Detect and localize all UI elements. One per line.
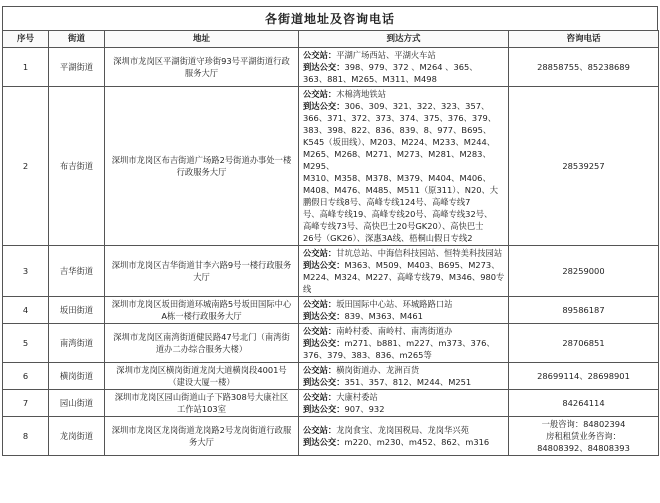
bus-lines-line bbox=[303, 148, 505, 172]
route-info bbox=[299, 87, 509, 246]
bus-lines-line bbox=[303, 172, 505, 184]
bus-station-line bbox=[303, 424, 505, 436]
bus-lines-value: M224、M324、M227、高峰专线79、M346、980专 bbox=[303, 272, 505, 282]
bus-station-label: 公交站： bbox=[303, 299, 337, 309]
table-row bbox=[3, 48, 659, 87]
bus-lines-value: 306、309、321、322、323、357、 bbox=[344, 101, 490, 111]
bus-lines-value: m220、m230、m452、862、m316 bbox=[344, 437, 490, 447]
bus-station-line bbox=[303, 247, 505, 259]
street-address: 深圳市龙岗区平湖街道守珍街93号平湖街道行政服务大厅 bbox=[105, 48, 299, 87]
header-route: 到达方式 bbox=[299, 31, 509, 48]
phone-line: 一般咨询：84802394 bbox=[541, 419, 626, 429]
bus-station-value: 横岗街道办、龙洲百货 bbox=[336, 365, 420, 375]
table-row bbox=[3, 390, 659, 417]
street-address: 深圳市龙岗区坂田街道环城南路5号坂田国际中心A栋一楼行政服务大厅 bbox=[105, 297, 299, 324]
bus-station-label: 公交站： bbox=[303, 50, 337, 60]
bus-lines-value: 363、881、M265、M311、M498 bbox=[303, 74, 437, 84]
row-number: 6 bbox=[3, 363, 49, 390]
bus-station-line bbox=[303, 88, 505, 100]
bus-lines-value: 366、371、372、373、374、375、376、379、 bbox=[303, 113, 497, 123]
street-address: 深圳市龙岗区南湾街道健民路47号北门（南湾街道办二办综合服务大楼） bbox=[105, 324, 299, 363]
bus-lines-line bbox=[303, 310, 505, 322]
bus-station-value: 平湖广场西站、平湖火车站 bbox=[336, 50, 436, 60]
street-name: 龙岗街道 bbox=[49, 417, 105, 456]
route-info bbox=[299, 246, 509, 297]
phone-line: 84264114 bbox=[562, 398, 605, 408]
row-number: 3 bbox=[3, 246, 49, 297]
bus-lines-label: 到达公交： bbox=[303, 311, 345, 321]
bus-lines-line bbox=[303, 220, 505, 232]
route-info bbox=[299, 363, 509, 390]
bus-lines-label: 到达公交： bbox=[303, 437, 345, 447]
table-row bbox=[3, 297, 659, 324]
route-info bbox=[299, 48, 509, 87]
route-info bbox=[299, 390, 509, 417]
bus-lines-value: 376、379、383、836、m265等 bbox=[303, 350, 432, 360]
phone-line: 28699114、28698901 bbox=[537, 371, 630, 381]
street-name: 坂田街道 bbox=[49, 297, 105, 324]
bus-lines-value: m271、b881、m227、m373、376、 bbox=[344, 338, 495, 348]
table-header-row bbox=[3, 31, 659, 48]
phone-number bbox=[509, 363, 659, 390]
bus-lines-line bbox=[303, 136, 505, 148]
bus-lines-line bbox=[303, 403, 505, 415]
route-info bbox=[299, 324, 509, 363]
bus-station-label: 公交站： bbox=[303, 425, 337, 435]
table-row bbox=[3, 363, 659, 390]
row-number: 5 bbox=[3, 324, 49, 363]
phone-number bbox=[509, 417, 659, 456]
bus-station-value: 南岭村委、南岭村、南湾街道办 bbox=[336, 326, 453, 336]
bus-station-line bbox=[303, 325, 505, 337]
street-name: 吉华街道 bbox=[49, 246, 105, 297]
phone-number bbox=[509, 246, 659, 297]
bus-lines-value: 383、398、822、836、839、8、977、B695、 bbox=[303, 125, 492, 135]
bus-station-value: 木棉湾地铁站 bbox=[336, 89, 386, 99]
bus-lines-value: 839、M363、M461 bbox=[344, 311, 423, 321]
bus-lines-value: M408、M476、M485、M511（原311）、N20、大 bbox=[303, 185, 499, 195]
bus-lines-label: 到达公交： bbox=[303, 338, 345, 348]
street-name: 平湖街道 bbox=[49, 48, 105, 87]
phone-number bbox=[509, 297, 659, 324]
bus-station-line bbox=[303, 391, 505, 403]
bus-lines-line bbox=[303, 196, 505, 208]
bus-lines-line bbox=[303, 232, 505, 244]
bus-lines-line bbox=[303, 208, 505, 220]
bus-lines-label: 到达公交： bbox=[303, 377, 345, 387]
street-address: 深圳市龙岗区横岗街道龙岗大道横岗段4001号（建设大厦一楼） bbox=[105, 363, 299, 390]
bus-station-label: 公交站： bbox=[303, 365, 337, 375]
bus-lines-line bbox=[303, 376, 505, 388]
bus-station-label: 公交站： bbox=[303, 326, 337, 336]
phone-number bbox=[509, 48, 659, 87]
street-address: 深圳市龙岗区布吉街道广场路2号街道办事处一楼行政服务大厅 bbox=[105, 87, 299, 246]
phone-line: 84808392、84808393 bbox=[537, 443, 630, 453]
bus-lines-line bbox=[303, 259, 505, 271]
phone-line: 28706851 bbox=[562, 338, 605, 348]
header-address: 地址 bbox=[105, 31, 299, 48]
bus-station-label: 公交站： bbox=[303, 248, 337, 258]
bus-lines-line bbox=[303, 184, 505, 196]
table-row bbox=[3, 87, 659, 246]
bus-lines-line bbox=[303, 349, 505, 361]
row-number: 8 bbox=[3, 417, 49, 456]
bus-station-value: 坂田国际中心站、环城路路口站 bbox=[336, 299, 453, 309]
bus-lines-line bbox=[303, 124, 505, 136]
table-row bbox=[3, 324, 659, 363]
bus-lines-value: M310、M358、M378、M379、M404、M406、 bbox=[303, 173, 491, 183]
bus-station-line bbox=[303, 49, 505, 61]
bus-lines-label: 到达公交： bbox=[303, 260, 345, 270]
bus-lines-line bbox=[303, 100, 505, 112]
table-row bbox=[3, 246, 659, 297]
row-number: 4 bbox=[3, 297, 49, 324]
bus-lines-value: 号、高峰专线19、高峰专线20号、高峰专线32号、 bbox=[303, 209, 493, 219]
phone-line: 28858755、85238689 bbox=[537, 62, 630, 72]
bus-lines-value: K545（坂田线）、M203、M224、M233、M244、 bbox=[303, 137, 496, 147]
phone-line: 89586187 bbox=[562, 305, 605, 315]
bus-station-value: 甘坑总站、中海信科技园站、恒特美科技园站 bbox=[336, 248, 503, 258]
document-title: 各街道地址及咨询电话 bbox=[2, 6, 658, 30]
bus-station-line bbox=[303, 364, 505, 376]
bus-lines-value: 线 bbox=[303, 284, 312, 294]
row-number: 2 bbox=[3, 87, 49, 246]
table-row bbox=[3, 417, 659, 456]
bus-lines-value: M363、M509、M403、B695、M273、 bbox=[344, 260, 500, 270]
phone-line: 28539257 bbox=[562, 161, 605, 171]
header-no: 序号 bbox=[3, 31, 49, 48]
bus-lines-line bbox=[303, 271, 505, 283]
street-address: 深圳市龙岗区龙岗街道龙岗路2号龙岗街道行政服务大厅 bbox=[105, 417, 299, 456]
phone-number bbox=[509, 390, 659, 417]
row-number: 7 bbox=[3, 390, 49, 417]
bus-lines-label: 到达公交： bbox=[303, 101, 345, 111]
bus-lines-line bbox=[303, 112, 505, 124]
street-name: 园山街道 bbox=[49, 390, 105, 417]
bus-lines-label: 到达公交： bbox=[303, 62, 345, 72]
header-street: 街道 bbox=[49, 31, 105, 48]
street-address: 深圳市龙岗区吉华街道甘李六路9号一楼行政服务大厅 bbox=[105, 246, 299, 297]
bus-lines-line bbox=[303, 337, 505, 349]
bus-station-label: 公交站： bbox=[303, 392, 337, 402]
bus-lines-value: M265、M268、M271、M273、M281、M283、M295、 bbox=[303, 149, 491, 171]
bus-station-value: 龙岗食宝、龙岗国税局、龙岗华兴苑 bbox=[336, 425, 469, 435]
bus-lines-line bbox=[303, 283, 505, 295]
bus-lines-label: 到达公交： bbox=[303, 404, 345, 414]
street-office-table bbox=[2, 30, 659, 456]
phone-line: 28259000 bbox=[562, 266, 605, 276]
phone-line: 房租租赁业务咨询： bbox=[546, 431, 621, 441]
street-name: 横岗街道 bbox=[49, 363, 105, 390]
bus-lines-line bbox=[303, 61, 505, 73]
bus-lines-value: 398、979、372 、M264 、365、 bbox=[344, 62, 478, 72]
street-name: 南湾街道 bbox=[49, 324, 105, 363]
bus-station-label: 公交站： bbox=[303, 89, 337, 99]
bus-lines-value: 高峰专线73号、高快巴士20号GK20）、高快巴士 bbox=[303, 221, 484, 231]
header-phone: 咨询电话 bbox=[509, 31, 659, 48]
bus-lines-line bbox=[303, 436, 505, 448]
bus-station-value: 大康村委站 bbox=[336, 392, 378, 402]
phone-number bbox=[509, 324, 659, 363]
phone-number bbox=[509, 87, 659, 246]
route-info bbox=[299, 417, 509, 456]
street-name: 布吉街道 bbox=[49, 87, 105, 246]
bus-lines-line bbox=[303, 73, 505, 85]
route-info bbox=[299, 297, 509, 324]
bus-lines-value: 351、357、812、M244、M251 bbox=[344, 377, 472, 387]
bus-lines-value: 907、932 bbox=[344, 404, 385, 414]
bus-lines-value: 26号（GK26）、深惠3A线、梧桐山假日专线2 bbox=[303, 233, 473, 243]
street-address: 深圳市龙岗区园山街道山子下路308号大康社区工作站103室 bbox=[105, 390, 299, 417]
row-number: 1 bbox=[3, 48, 49, 87]
bus-lines-value: 鹏假日专线8号、高峰专线124号、高峰专线7 bbox=[303, 197, 471, 207]
bus-station-line bbox=[303, 298, 505, 310]
